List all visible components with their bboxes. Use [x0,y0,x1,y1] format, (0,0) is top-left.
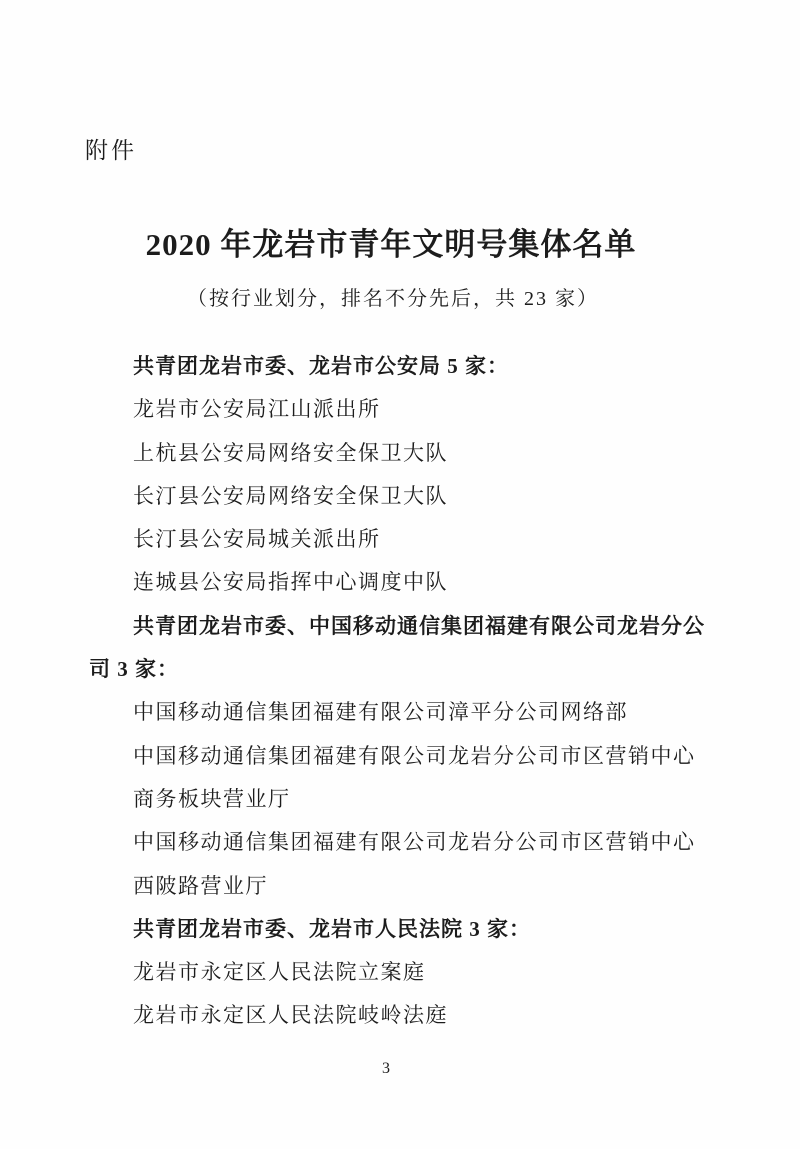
entry-line: 中国移动通信集团福建有限公司漳平分公司网络部 [133,700,628,725]
entry-line: 商务板块营业厅 [133,786,291,811]
document-subtitle: （按行业划分，排名不分先后，共 23 家） [187,288,599,310]
page-number: 3 [382,1060,390,1077]
section-header-line: 共青团龙岩市委、龙岩市公安局 5 家： [133,354,509,378]
entry-line: 连城县公安局指挥中心调度中队 [133,570,448,595]
entry-line: 中国移动通信集团福建有限公司龙岩分公司市区营销中心 [133,743,696,768]
entry-line: 长汀县公安局城关派出所 [133,527,381,552]
entry-line: 西陂路营业厅 [133,873,268,898]
entry-line: 龙岩市公安局江山派出所 [133,397,381,422]
entry-line: 长汀县公安局网络安全保卫大队 [133,483,448,508]
section-header-line: 共青团龙岩市委、龙岩市人民法院 3 家： [133,916,531,941]
section-header-line: 司 3 家： [89,657,179,682]
document-body [89,345,750,1038]
entry-line: 中国移动通信集团福建有限公司龙岩分公司市区营销中心 [133,830,696,855]
entry-line: 上杭县公安局网络安全保卫大队 [133,440,448,465]
document-title: 2020 年龙岩市青年文明号集体名单 [145,227,637,262]
attachment-label: 附件 [85,138,137,163]
entry-line: 龙岩市永定区人民法院立案庭 [133,960,426,985]
section-header-line: 共青团龙岩市委、中国移动通信集团福建有限公司龙岩分公 [133,613,705,638]
entry-line: 龙岩市永定区人民法院岐岭法庭 [133,1003,448,1028]
